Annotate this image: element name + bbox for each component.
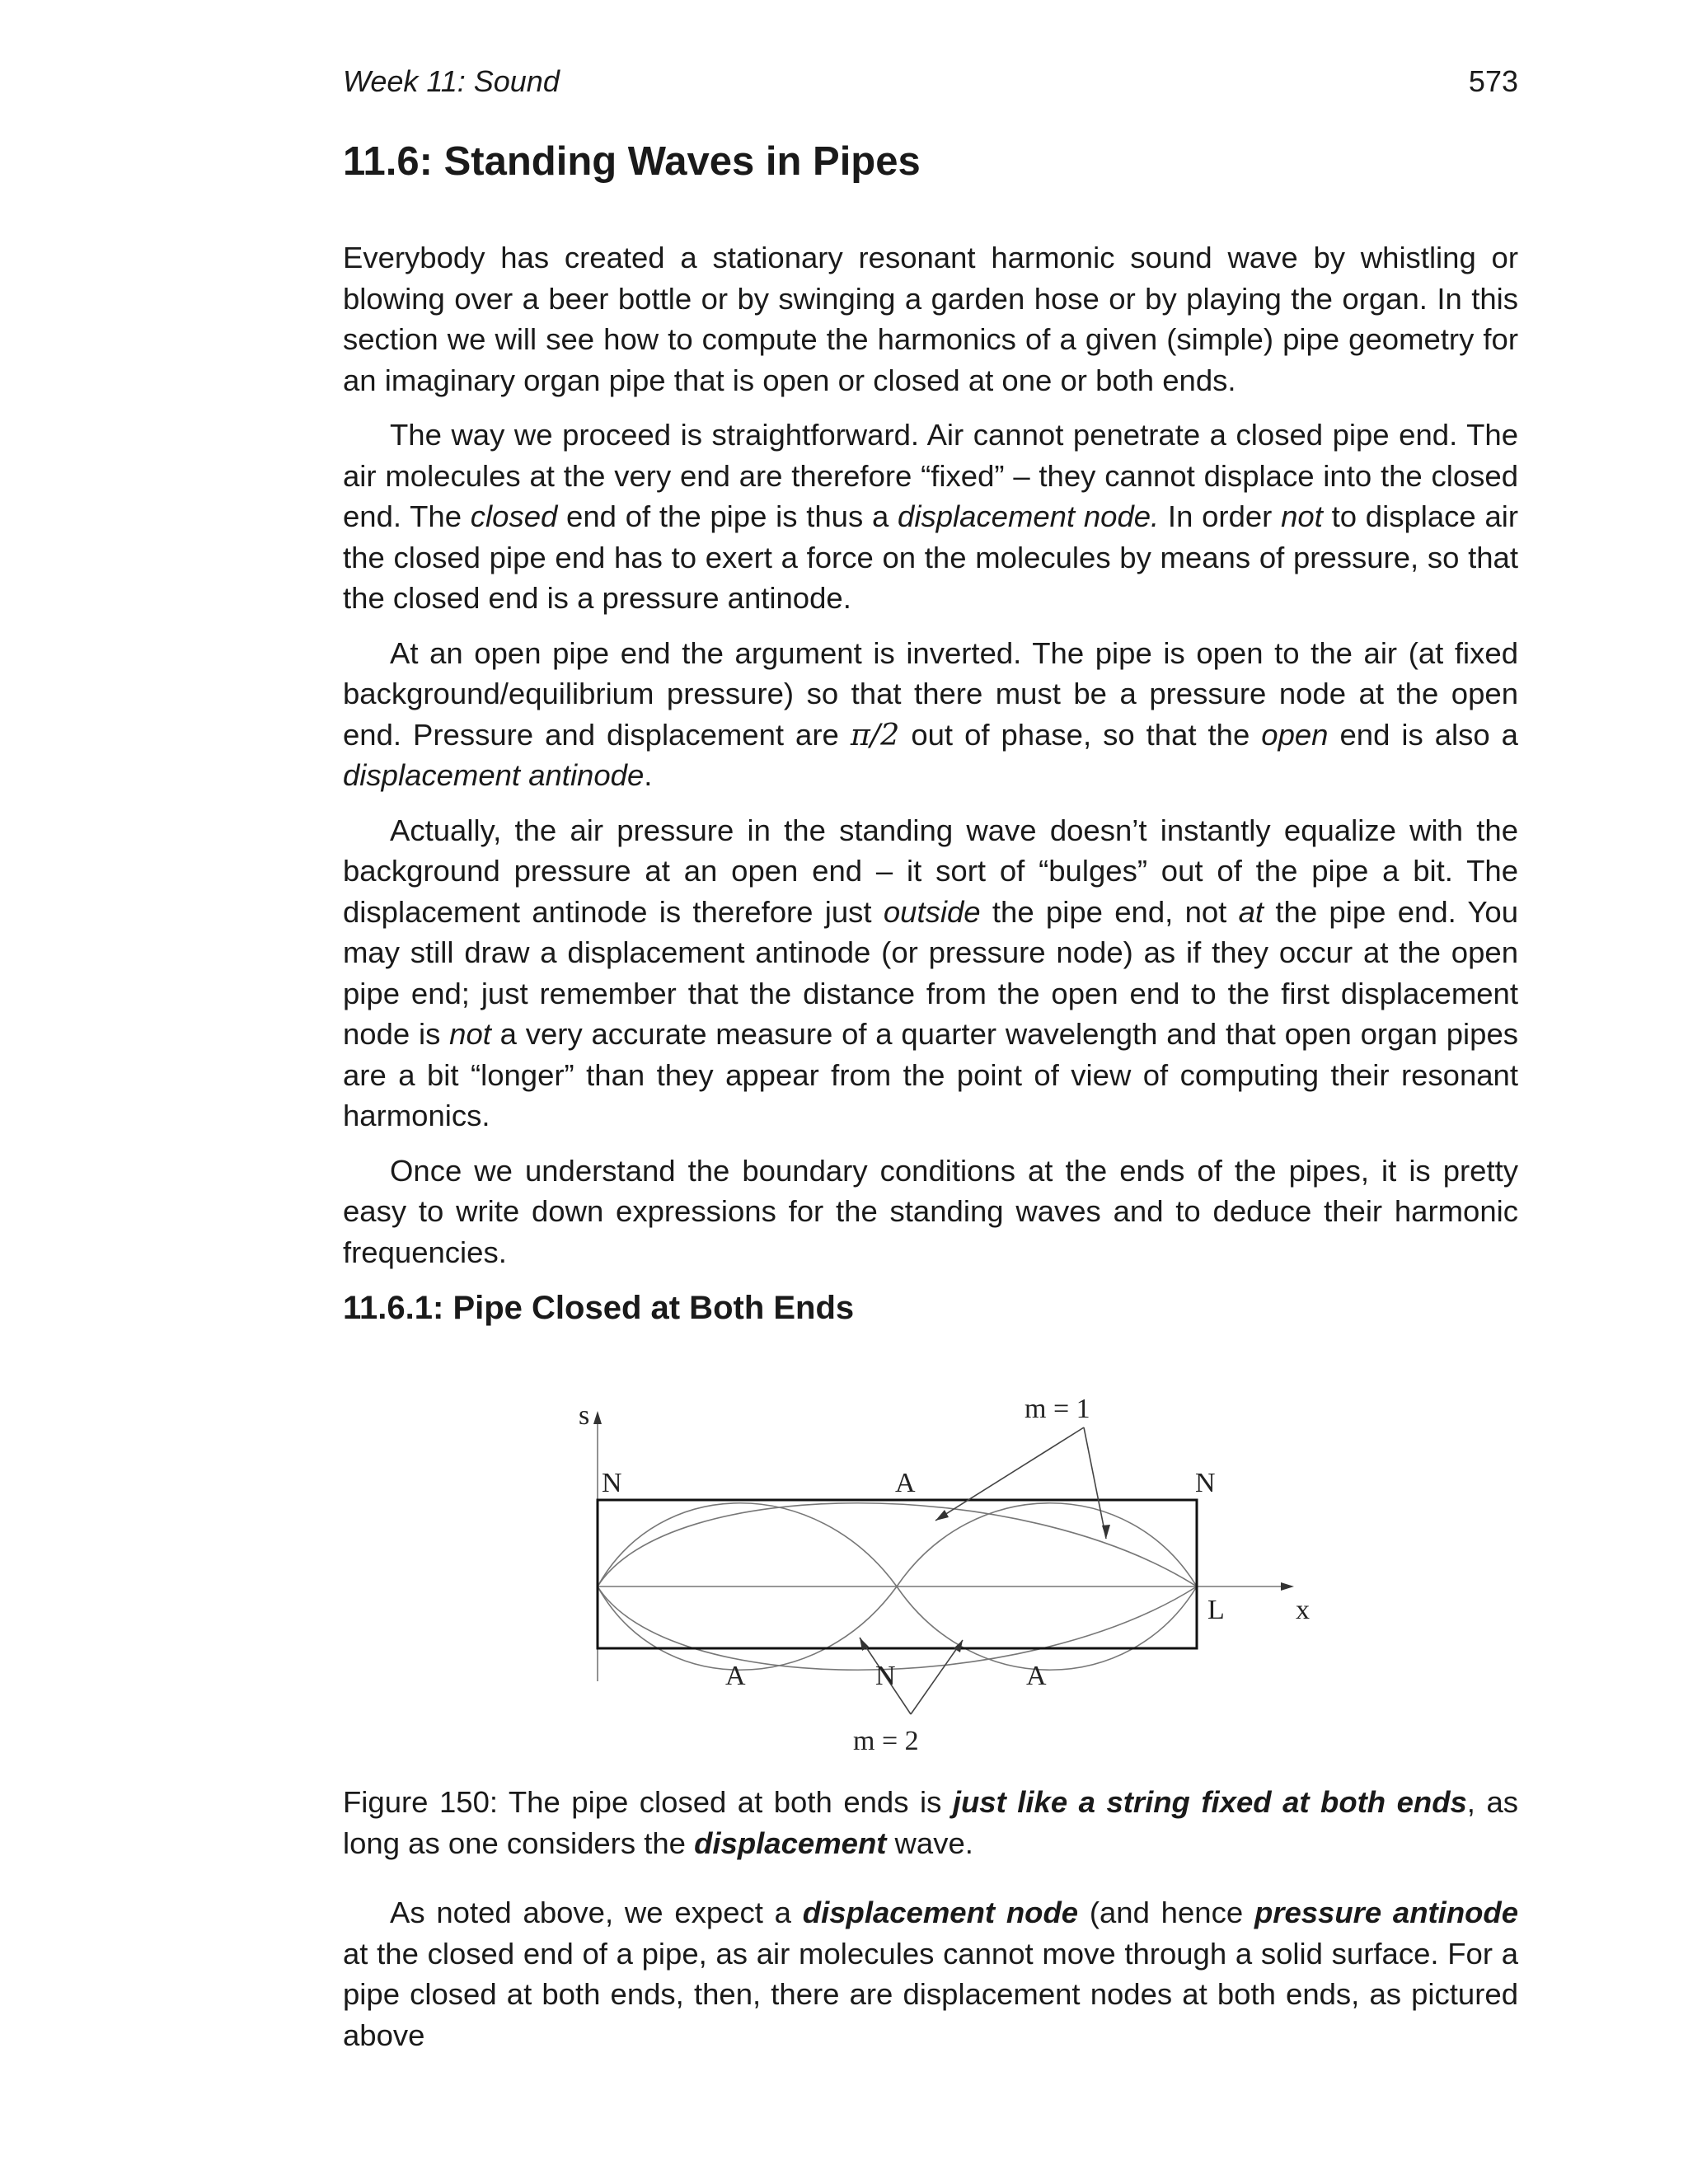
m2-curve-left-upper bbox=[598, 1503, 897, 1586]
math-pi-over-2: π/2 bbox=[850, 716, 900, 752]
paragraph-6: As noted above, we expect a displacement node (and hence pressure antinode at the closed end of a pipe, as air molecules cannot move through a solid surface. For a pipe closed at both ends, then, there are displacement nodes at both ends, as pictured above bbox=[343, 1896, 1519, 2052]
node-label-top-left: N bbox=[602, 1468, 622, 1498]
s-axis-arrowhead bbox=[593, 1411, 602, 1424]
paragraph-5: Once we understand the boundary conditions at the ends of the pipes, it is pretty easy to write down expressions for the standing waves and to deduce their harmonic frequencies. bbox=[343, 1153, 1518, 1269]
antinode-label-bottom-left: A bbox=[725, 1661, 746, 1691]
paragraph-2: The way we proceed is straightforward. Air cannot penetrate a closed pipe end. The air molecules at the very end are therefore “fixed” – they cannot displace into the closed end. The closed end of the pipe is thus a displacement node. In order not to displace air the closed pipe end has to exert a force on the molecules by means of pressure, so that the closed end is a pressure antinode. bbox=[343, 418, 1519, 615]
m2-pointer-right bbox=[911, 1640, 963, 1714]
subsection-title: 11.6.1: Pipe Closed at Both Ends bbox=[343, 1290, 855, 1326]
page-number: 573 bbox=[1468, 64, 1518, 98]
chapter-title: Week 11: Sound bbox=[343, 64, 560, 98]
m2-curve-right-lower bbox=[897, 1586, 1197, 1670]
section-title: 11.6: Standing Waves in Pipes bbox=[343, 139, 921, 184]
m1-curve-lower bbox=[598, 1586, 1197, 1670]
m2-curve-left-lower bbox=[598, 1586, 897, 1670]
node-label-top-right: N bbox=[1195, 1468, 1216, 1498]
mode-label-m1: m = 1 bbox=[1025, 1394, 1090, 1424]
pipe-diagram bbox=[544, 1368, 1335, 1764]
length-label: L bbox=[1207, 1595, 1225, 1625]
pipe-outline bbox=[598, 1500, 1197, 1648]
m1-arrowhead-right bbox=[1102, 1525, 1110, 1539]
antinode-label-top-mid: A bbox=[895, 1468, 916, 1498]
caption-text: Figure 150: The pipe closed at both ends is just like a string fixed at both ends, as long as one considers the displacement wave. bbox=[343, 1785, 1518, 1860]
paragraph-3: At an open pipe end the argument is inverted. The pipe is open to the air (at fixed background/equilibrium pressure) so that there must be a pressure node at the open end. Pressure and displacement are π/2 out of phase, so that the open end is also a displacement antinode. bbox=[343, 635, 1518, 792]
x-axis-label: x bbox=[1296, 1595, 1310, 1625]
x-axis-arrowhead bbox=[1281, 1582, 1294, 1591]
m1-arrowhead-left bbox=[935, 1510, 949, 1521]
m1-curve-upper bbox=[598, 1503, 1197, 1586]
closing-text bbox=[343, 1892, 1518, 2069]
intro-text bbox=[343, 237, 1518, 1286]
antinode-label-bottom-right: A bbox=[1026, 1661, 1047, 1691]
m1-pointer-left bbox=[935, 1427, 1084, 1521]
figure-caption bbox=[343, 1782, 1518, 1877]
running-header bbox=[343, 64, 1518, 105]
paragraph-1: Everybody has created a stationary resonant harmonic sound wave by whistling or blowing over a beer bottle or by swinging a garden hose or by playing the organ. In this section we will see how to compute the harmonics of a given (simple) pipe geometry for an imaginary organ pipe that is open or closed at one or both ends. bbox=[343, 241, 1518, 397]
figure-150 bbox=[544, 1368, 1335, 1764]
paragraph-4: Actually, the air pressure in the standing wave doesn’t instantly equalize with the background pressure at an open end – it sort of “bulges” out of the pipe a bit. The displacement antinode is therefore just outside the pipe end, not at the pipe end. You may still draw a displacement antinode (or pressure node) as if they occur at the open pipe end; just remember that the distance from the open end to the first displacement node is not a very accurate measure of a quarter wavelength and that open organ pipes are a bit “longer” than they appear from the point of view of computing their resonant harmonics. bbox=[343, 813, 1519, 1132]
node-label-bottom-mid: N bbox=[875, 1661, 896, 1691]
s-axis-label: s bbox=[579, 1400, 590, 1431]
m1-pointer-right bbox=[1084, 1427, 1106, 1539]
mode-label-m2: m = 2 bbox=[853, 1726, 919, 1756]
